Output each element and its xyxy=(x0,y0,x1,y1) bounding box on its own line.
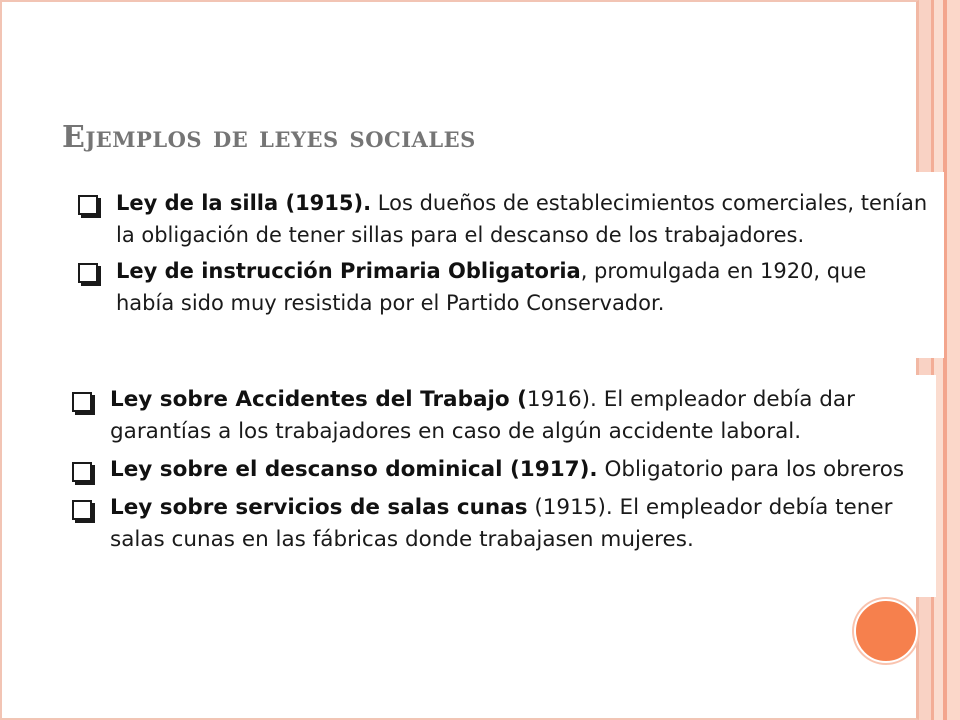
checkbox-bullet-icon xyxy=(72,462,92,482)
law-description: Obligatorio para los obreros xyxy=(597,457,905,482)
list-item xyxy=(70,384,928,448)
list-item xyxy=(70,492,928,556)
law-name: Ley de instrucción Primaria Obligatoria xyxy=(116,259,581,283)
slide-title: Ejemplos de leyes sociales xyxy=(62,120,476,156)
list-item xyxy=(70,454,928,486)
laws-list-upper xyxy=(76,187,928,323)
checkbox-bullet-icon xyxy=(78,263,98,283)
laws-list-lower xyxy=(70,384,928,562)
law-description: , promulgada en 1920, que había sido muy resistida por el Partido Conservador. xyxy=(116,259,867,315)
checkbox-bullet-icon xyxy=(78,195,98,215)
law-description: Los dueños de establecimientos comerciales, tenían la obligación de tener sillas para el descanso de los trabajadores. xyxy=(116,191,928,247)
decorative-side-stripes xyxy=(919,0,960,720)
checkbox-bullet-icon xyxy=(72,392,92,412)
checkbox-bullet-icon xyxy=(72,500,92,520)
law-description: 1916). El empleador debía dar garantías a los trabajadores en caso de algún accidente laboral. xyxy=(110,387,855,444)
law-name: Ley sobre el descanso dominical (1917). xyxy=(110,457,598,482)
law-name: Ley sobre Accidentes del Trabajo ( xyxy=(110,387,527,412)
law-description: (1915). El empleador debía tener salas cunas en las fábricas donde trabajasen mujeres. xyxy=(110,495,893,552)
law-name: Ley sobre servicios de salas cunas xyxy=(110,495,528,520)
law-name: Ley de la silla (1915). xyxy=(116,191,372,215)
list-item xyxy=(76,187,928,251)
list-item xyxy=(76,255,928,319)
decorative-circle xyxy=(854,599,918,663)
